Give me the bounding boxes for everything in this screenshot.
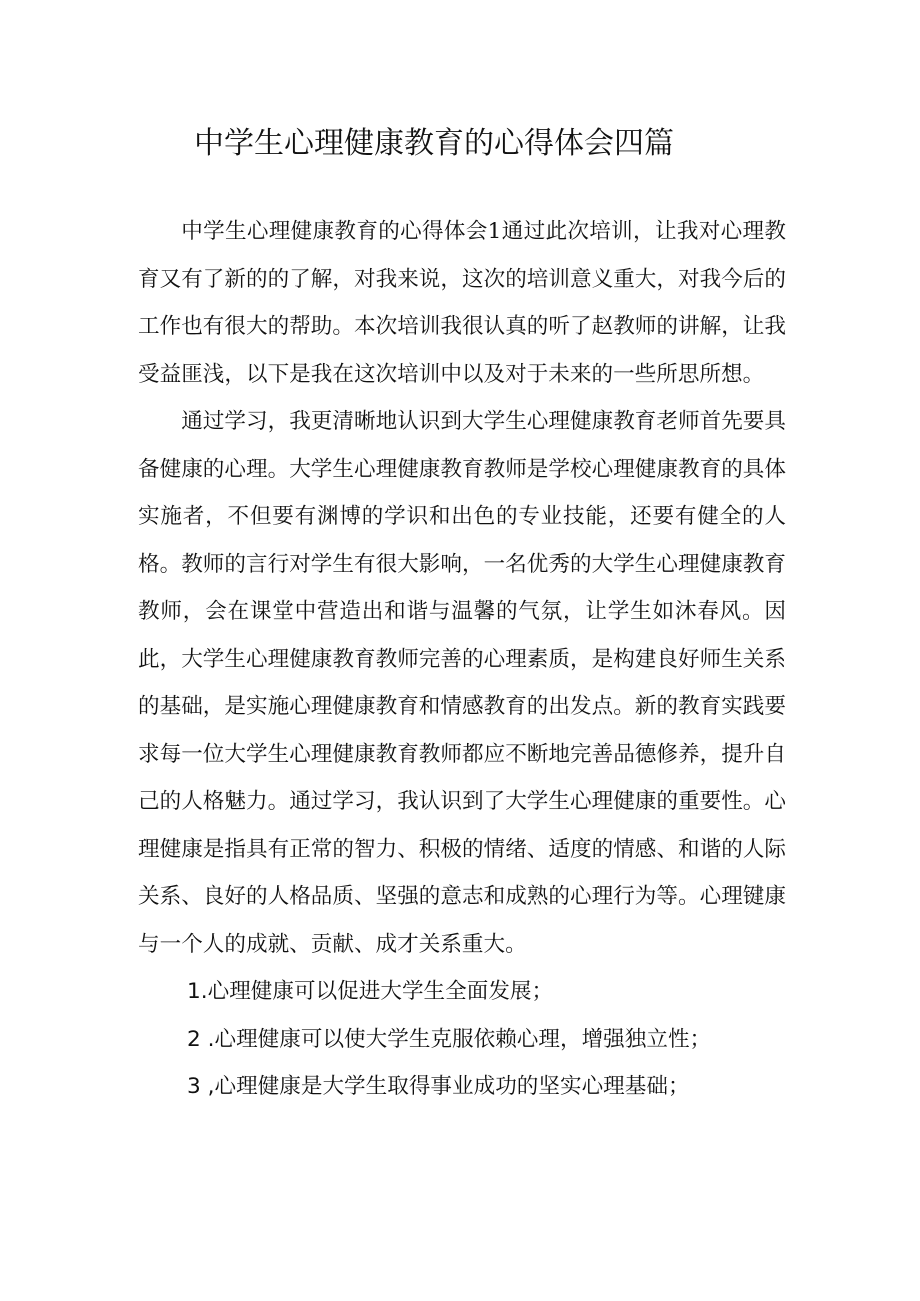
- page-title: 中学生心理健康教育的心得体会四篇: [194, 126, 674, 161]
- list-item-number: 2 .: [187, 1026, 215, 1052]
- list-item-text: 心理健康可以使大学生克服依赖心理，增强独立性；: [214, 1026, 712, 1052]
- list-item-number: 3 ,: [187, 1074, 215, 1099]
- list-item-text: 心理健康是大学生取得事业成功的坚实心理基础；: [214, 1074, 690, 1099]
- list-item: [138, 968, 786, 1016]
- paragraph: 通过学习，我更清晰地认识到大学生心理健康教育老师首先要具备健康的心理。大学生心理健康教育教师是学校心理健康教育的具体实施者，不但要有渊博的学识和出色的专业技能，还要有健全的人格。教师的言行对学生有很大影响，一名优秀的大学生心理健康教育教师，会在课堂中营造出和谐与温馨的气氛，让学生如沐春风。因此，大学生心理健康教育教师完善的心理素质，是构建良好师生关系的基础，是实施心理健康教育和情感教育的出发点。新的教育实践要求每一位大学生心理健康教育教师都应不断地完善品德修养，提升自己的人格魅力。通过学习，我认识到了大学生心理健康的重要性。心理健康是指具有正常的智力、积极的情绪、适度的情感、和谐的人际关系、良好的人格品质、坚强的意志和成熟的心理行为等。心理键康与一个人的成就、贡献、成才关系重大。: [138, 409, 786, 957]
- list-item-number: 1.: [187, 979, 208, 1004]
- document-body: [138, 208, 786, 1111]
- list-item-text: 心理健康可以促进大学生全面发展；: [207, 979, 554, 1004]
- list-item: [138, 1063, 786, 1111]
- paragraph: 中学生心理健康教育的心得体会1通过此次培训，让我对心理教育又有了新的的了解，对我来说，这次的培训意义重大，对我今后的工作也有很大的帮助。本次培训我很认真的听了赵教师的讲解，让我受益匪浅，以下是我在这次培训中以及对于未来的一些所思所想。: [138, 219, 786, 387]
- list-item: [138, 1016, 786, 1064]
